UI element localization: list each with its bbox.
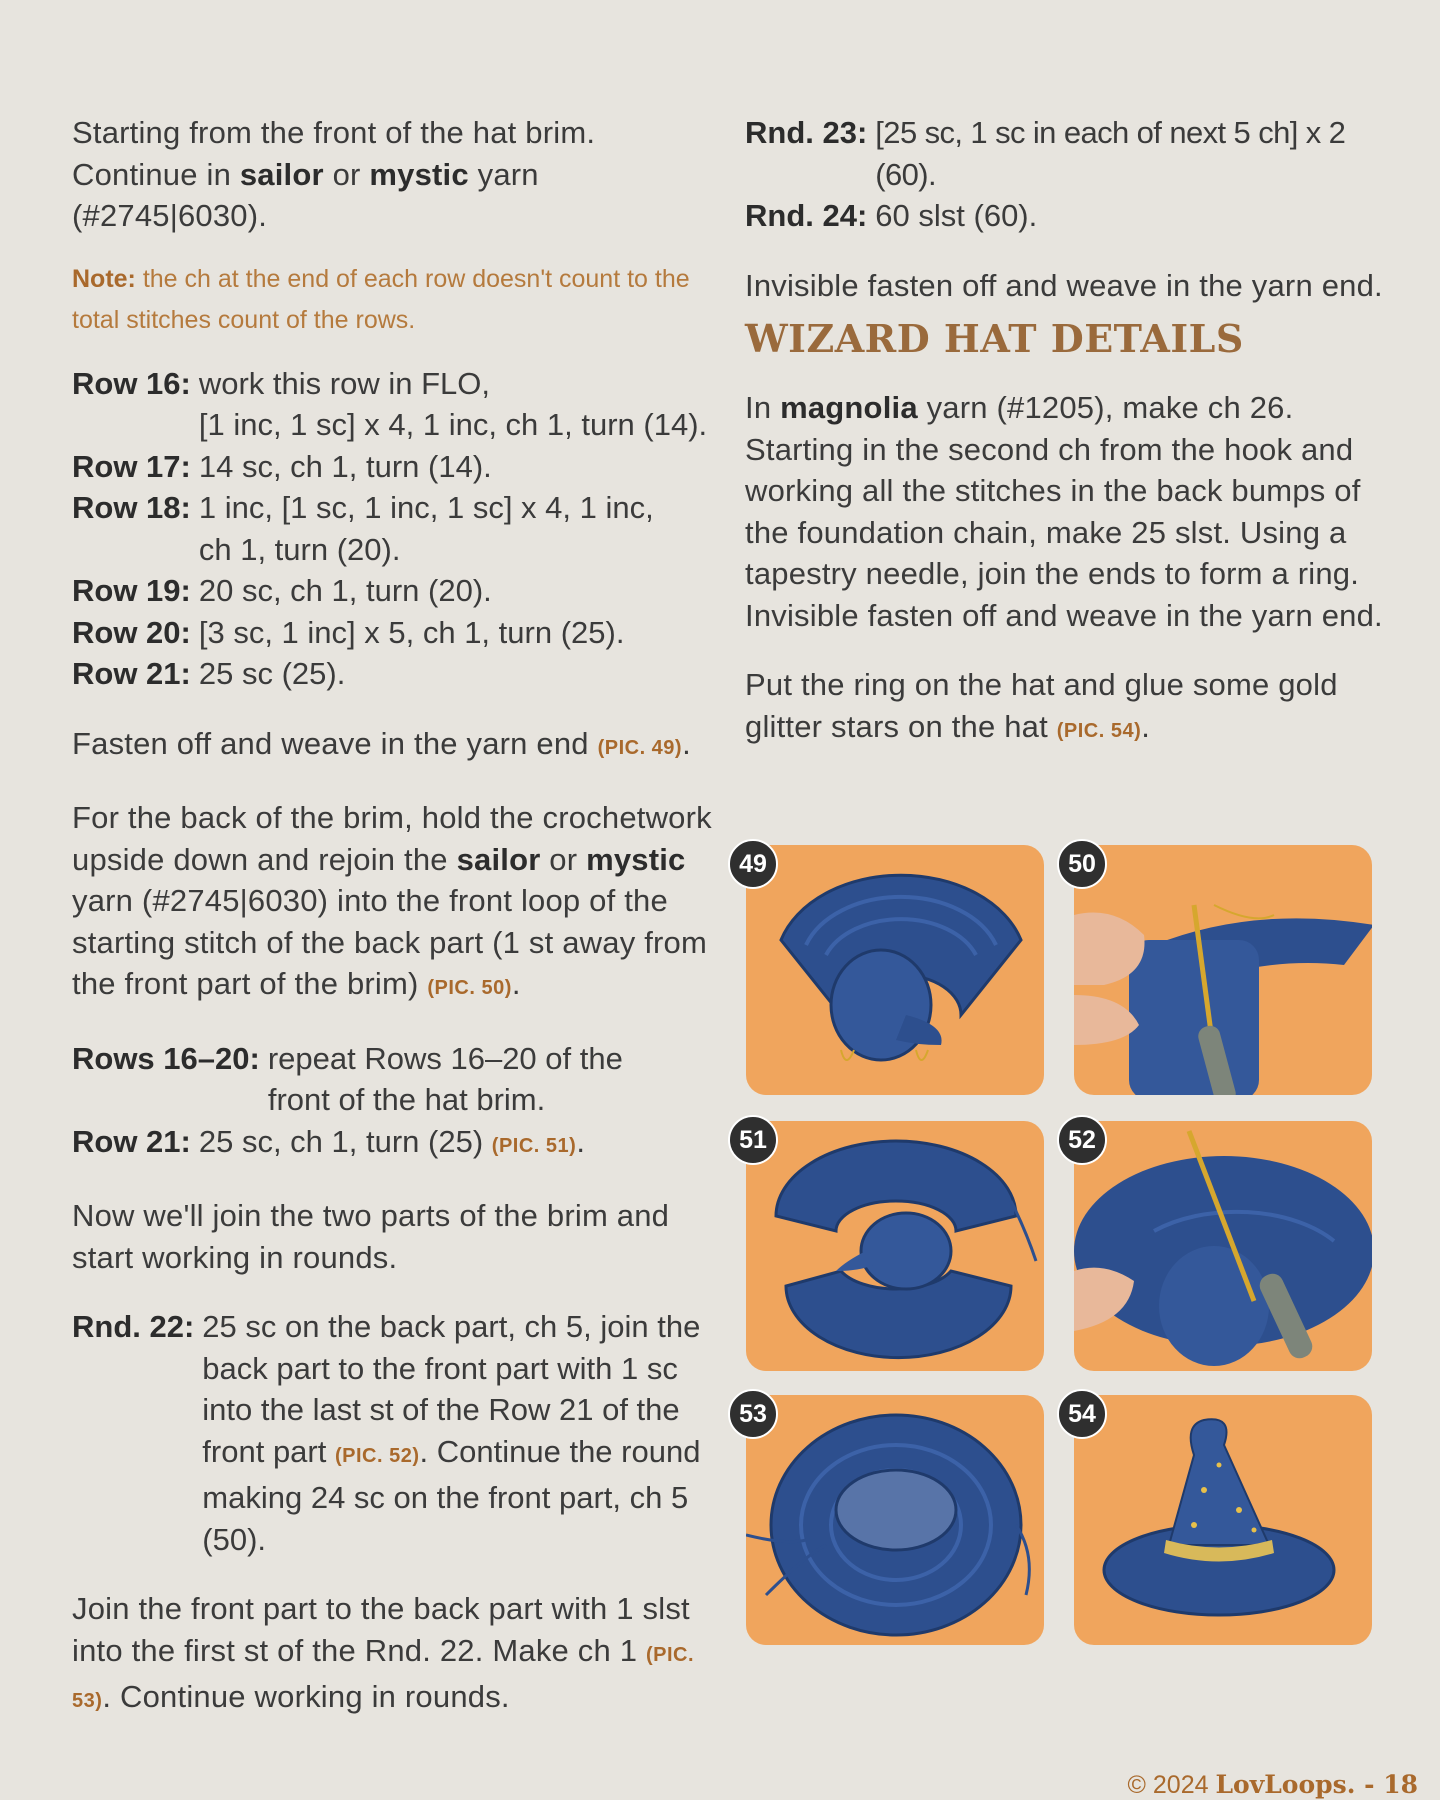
- copyright: © 2024: [1127, 1771, 1216, 1799]
- pic-ref: (PIC. 54): [1056, 719, 1142, 742]
- brim-front-image: [746, 845, 1044, 1095]
- yarn-mystic: mystic: [586, 841, 686, 877]
- note: [72, 259, 702, 341]
- photo-52: [1074, 1121, 1372, 1371]
- page-number: - 18: [1355, 1770, 1418, 1799]
- brim-back-image: [1074, 845, 1372, 1095]
- photo-number-badge: 52: [1057, 1115, 1107, 1165]
- row-item: Row 16: work this row in FLO, [1 inc, 1 sc] x 4, 1 inc, ch 1, turn (14).: [72, 365, 708, 442]
- photo-number-badge: 49: [728, 839, 778, 889]
- pic-ref: (PIC. 49): [597, 736, 683, 759]
- photo-number-badge: 50: [1057, 839, 1107, 889]
- photo-50: [1074, 845, 1372, 1095]
- photo-number-badge: 53: [728, 1389, 778, 1439]
- row-item: Row 21: 25 sc (25).: [72, 656, 346, 691]
- yarn-sailor: sailor: [456, 841, 541, 877]
- row-item: Rows 16–20: repeat Rows 16–20 of the front of the hat brim.: [72, 1040, 623, 1117]
- row-item: Row 18: 1 inc, [1 sc, 1 inc, 1 sc] x 4, 1 inc, ch 1, turn (20).: [72, 490, 654, 567]
- row-item: Row 20: [3 sc, 1 inc] x 5, ch 1, turn (25).: [72, 614, 625, 650]
- rnd23: Rnd. 23: [25 sc, 1 sc in each of next 5 ch] x 2 (60).: [745, 115, 1346, 192]
- pic-ref: (PIC. 53): [72, 1643, 695, 1712]
- photo-grid: [739, 845, 1372, 1645]
- right-column: [745, 112, 1385, 752]
- photo-number-badge: 51: [728, 1115, 778, 1165]
- photo-49: [746, 845, 1044, 1095]
- brand-logo: LovLoops.: [1215, 1770, 1356, 1799]
- pic-ref: (PIC. 52): [334, 1444, 420, 1467]
- pic-ref: (PIC. 50): [427, 977, 512, 999]
- ring-paragraph: Put the ring on the hat and glue some gold glitter stars on the hat (PIC. 54).: [745, 667, 1338, 744]
- footer: [1128, 1770, 1418, 1800]
- join-paragraph: Now we'll join the two parts of the brim and start working in rounds.: [72, 1198, 670, 1275]
- rows-front-brim: [72, 363, 712, 695]
- yarn-magnolia: magnolia: [780, 390, 918, 425]
- intro-paragraph: Starting from the front of the hat brim. Continue in sailor or mystic yarn (#2745|6030).: [72, 115, 596, 233]
- yarn-sailor: sailor: [239, 156, 324, 192]
- magnolia-paragraph: In magnolia yarn (#1205), make ch 26. Starting in the second ch from the hook and working all the stitches in the back bumps of the foundation chain, make 25 slst. Using a tapestry needle, join the ends to form a ring. Invisible fasten off and weave in the yarn end.: [745, 390, 1383, 633]
- yarn-mystic: mystic: [369, 156, 469, 192]
- joined-rounds-image: [746, 1395, 1044, 1645]
- row-item: Row 19: 20 sc, ch 1, turn (20).: [72, 573, 492, 608]
- final-paragraph: Join the front part to the back part with 1 slst into the first st of the Rnd. 22. Make ch 1 (PIC. 53). Continue working in rounds.: [72, 1591, 695, 1714]
- intro-line-1: Starting from the front of the hat brim.: [72, 115, 596, 150]
- finished-wizard-hat-image: [1074, 1395, 1372, 1645]
- photo-54: [1074, 1395, 1372, 1645]
- section-heading: WIZARD HAT DETAILS: [745, 316, 1244, 361]
- photo-number-badge: 54: [1057, 1389, 1107, 1439]
- photo-53: [746, 1395, 1044, 1645]
- brim-two-parts-image: [746, 1121, 1044, 1371]
- rnd22: Rnd. 22: 25 sc on the back part, ch 5, join the back part to the front part with 1 sc into the last st of the Row 21 of the front part (PIC. 52). Continue the round making 24 sc on the front part, ch 5 (50).: [72, 1309, 701, 1557]
- fasten-paragraph: Fasten off and weave in the yarn end (PIC. 49).: [72, 725, 691, 761]
- rows-back-brim: [72, 1038, 712, 1168]
- note-label: Note:: [72, 264, 136, 293]
- row-item: Row 17: 14 sc, ch 1, turn (14).: [72, 448, 492, 484]
- note-text: the ch at the end of each row doesn't count to the total stitches count of the rows.: [72, 264, 690, 334]
- joining-brim-image: [1074, 1121, 1372, 1371]
- back-brim-paragraph: For the back of the brim, hold the crochetwork upside down and rejoin the sailor or mystic yarn (#2745|6030) into the front loop of the starting stitch of the back part (1 st away from the front part of the brim) (PIC. 50).: [72, 800, 712, 1001]
- invisible-fasten: Invisible fasten off and weave in the yarn end.: [745, 267, 1383, 303]
- pic-ref: (PIC. 51): [491, 1134, 577, 1157]
- row-item: Row 21: 25 sc, ch 1, turn (25) (PIC. 51).: [72, 1123, 585, 1159]
- rnd24: Rnd. 24: 60 slst (60).: [745, 198, 1038, 233]
- photo-51: [746, 1121, 1044, 1371]
- left-column: [72, 112, 712, 1723]
